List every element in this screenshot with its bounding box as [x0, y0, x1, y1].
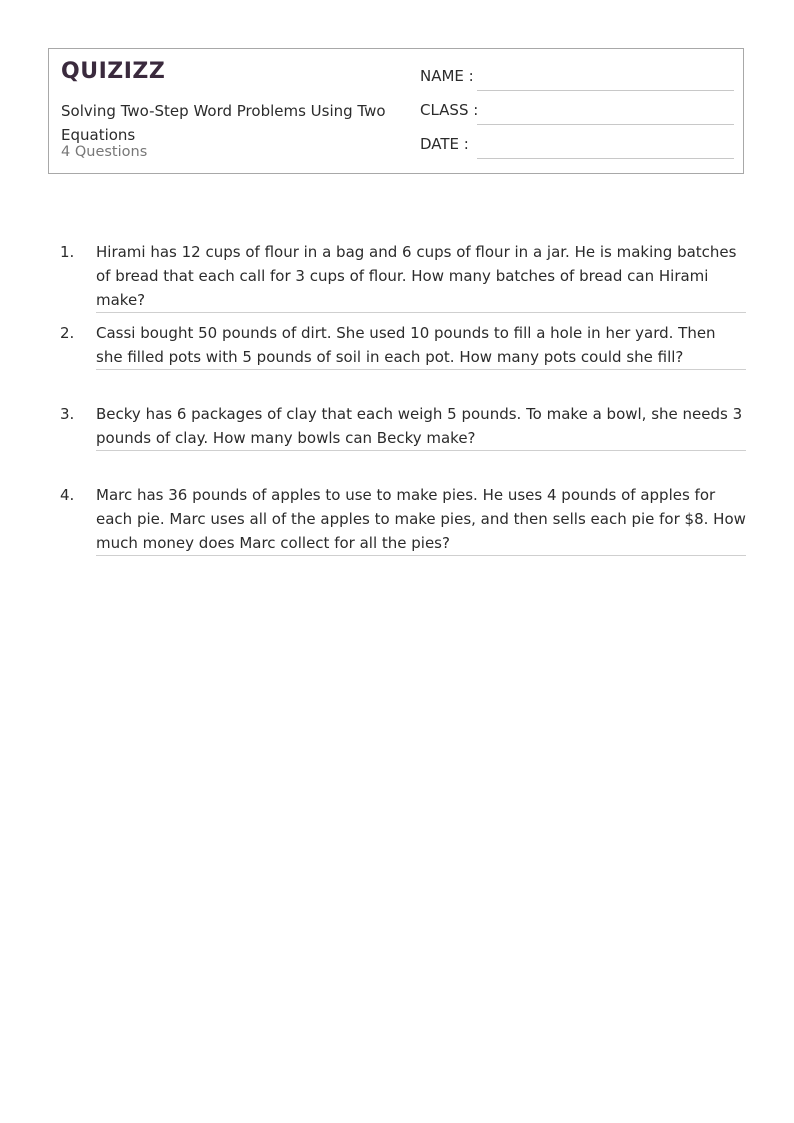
- name-line[interactable]: [477, 90, 734, 91]
- class-field[interactable]: [420, 101, 734, 125]
- question-text: Becky has 6 packages of clay that each weigh 5 pounds. To make a bowl, she needs 3 pounds of clay. How many bowls can Becky make?: [96, 402, 746, 451]
- quizizz-logo: QUIZIZZ: [61, 59, 166, 84]
- name-label: NAME :: [420, 67, 474, 85]
- worksheet-title: Solving Two-Step Word Problems Using Two Equations: [61, 102, 386, 144]
- class-line[interactable]: [477, 124, 734, 125]
- class-label: CLASS :: [420, 101, 479, 119]
- question-number: 3.: [60, 405, 75, 423]
- date-line[interactable]: [477, 158, 734, 159]
- question-text: Hirami has 12 cups of flour in a bag and 6 cups of flour in a jar. He is making batches of bread that each call for 3 cups of flour. How many batches of bread can Hirami make?: [96, 240, 746, 313]
- date-label: DATE :: [420, 135, 469, 153]
- question-number: 1.: [60, 243, 75, 261]
- question-text: Cassi bought 50 pounds of dirt. She used 10 pounds to fill a hole in her yard. Then she filled pots with 5 pounds of soil in each pot. How many pots could she fill?: [96, 321, 746, 370]
- question-number: 4.: [60, 486, 75, 504]
- name-field[interactable]: [420, 67, 734, 91]
- question-text: Marc has 36 pounds of apples to use to make pies. He uses 4 pounds of apples for each pie. Marc uses all of the apples to make pies, and then sells each pie for $8. How much money does Marc collect for all the pies?: [96, 483, 746, 556]
- question-count: 4 Questions: [61, 144, 148, 160]
- worksheet-header: [48, 48, 744, 174]
- question-number: 2.: [60, 324, 75, 342]
- date-field[interactable]: [420, 135, 734, 159]
